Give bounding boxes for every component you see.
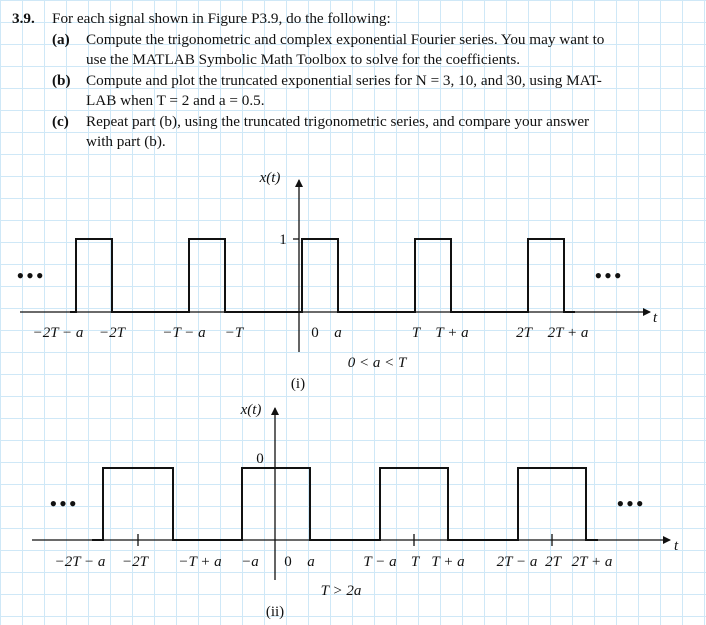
fig-ii-t-axis-label: t <box>674 538 679 554</box>
fig-ii-y-axis-label: x(t) <box>240 402 262 418</box>
part-b-line-1: Compute and plot the truncated exponential series for N = 3, 10, and 30, using MAT- <box>86 71 602 89</box>
fig-ii-tick-label: a <box>307 554 315 570</box>
fig-i-t-axis-label: t <box>653 310 658 326</box>
fig-i-tick-label: −2T <box>99 325 125 341</box>
fig-ii-tick-label: 2T + a <box>571 554 613 570</box>
part-b-line-2: LAB when T = 2 and a = 0.5. <box>86 92 265 109</box>
fig-i-tick-label: −2T − a <box>32 325 84 341</box>
fig-i-tick-label: a <box>334 325 342 341</box>
fig-i-tick-label: 2T + a <box>547 325 589 341</box>
part-a-label: (a) <box>52 30 70 48</box>
figure-i <box>16 170 658 392</box>
fig-i-pulse-train <box>70 239 575 312</box>
problem-number: 3.9. <box>12 10 35 27</box>
part-b-label: (b) <box>52 71 71 89</box>
part-c-line-1: Repeat part (b), using the truncated trigonometric series, and compare your answer <box>86 112 590 130</box>
fig-ii-tick-label: 0 <box>284 554 292 570</box>
fig-ii-caption: (ii) <box>265 604 285 620</box>
fig-ii-pulse-train <box>92 468 598 540</box>
fig-i-left-ellipsis: ••• <box>16 263 46 288</box>
fig-ii-tick-label: −2T <box>122 554 148 570</box>
fig-i-caption: (i) <box>290 376 306 392</box>
fig-ii-tick-label: −T + a <box>178 554 222 570</box>
part-c-label: (c) <box>52 112 69 130</box>
fig-i-amplitude-label: 1 <box>279 232 287 248</box>
fig-ii-left-ellipsis: ••• <box>49 491 79 516</box>
fig-ii-condition: T > 2a <box>320 583 362 599</box>
fig-i-y-axis-label: x(t) <box>259 170 281 186</box>
fig-i-condition: 0 < a < T <box>347 355 407 371</box>
fig-ii-tick-label: T <box>410 554 420 570</box>
fig-ii-tick-label: −2T − a <box>54 554 106 570</box>
fig-i-tick-label: T <box>411 325 421 341</box>
fig-ii-right-ellipsis: ••• <box>616 491 646 516</box>
fig-i-tick-label: −T − a <box>162 325 206 341</box>
part-a-line-2: use the MATLAB Symbolic Math Toolbox to solve for the coefficients. <box>86 51 521 68</box>
fig-ii-tick-label: T − a <box>363 554 397 570</box>
fig-i-tick-label: 0 <box>311 325 319 341</box>
problem-intro: For each signal shown in Figure P3.9, do the following: <box>52 10 391 27</box>
fig-i-right-ellipsis: ••• <box>594 263 624 288</box>
fig-i-tick-label: T + a <box>435 325 469 341</box>
part-a-line-1: Compute the trigonometric and complex exponential Fourier series. You may want to <box>86 30 605 48</box>
fig-ii-amplitude-label: 0 <box>256 451 264 467</box>
fig-i-tick-label: −T <box>224 325 244 341</box>
figure-ii <box>32 402 679 620</box>
fig-ii-tick-label: 2T <box>545 554 561 570</box>
part-c-line-2: with part (b). <box>86 133 166 150</box>
fig-i-tick-label: 2T <box>516 325 532 341</box>
fig-ii-tick-label: −a <box>241 554 259 570</box>
fig-ii-tick-label: T + a <box>431 554 465 570</box>
fig-ii-tick-label: 2T − a <box>496 554 538 570</box>
